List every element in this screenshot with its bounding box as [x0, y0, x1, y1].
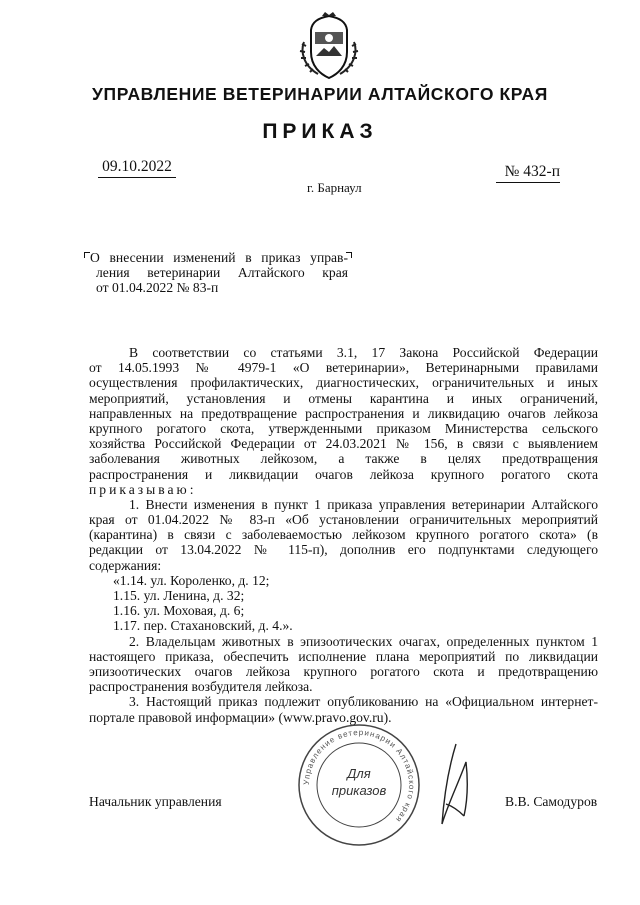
body-line: направленных на предотвращение распространения и ликвидацию очагов лейкоза: [89, 405, 598, 421]
document-subject: [90, 250, 348, 295]
subject-line: ления ветеринарии Алтайского края: [96, 265, 348, 280]
stamp-center-text: приказов: [331, 783, 387, 798]
body-line: мероприятий, установления и отмены карантина и иных ограничений,: [89, 390, 598, 406]
body-line: заболевания животных лейкозом, а также в целях предотвращения: [89, 451, 598, 467]
body-line: края от 01.04.2022 № 83-п «Об установлении ограничительных мероприятий: [89, 512, 598, 528]
body-line: 1.17. пер. Стахановский, д. 4.».: [113, 618, 293, 634]
organization-title: УПРАВЛЕНИЕ ВЕТЕРИНАРИИ АЛТАЙСКОГО КРАЯ: [92, 84, 548, 104]
body-line: от 14.05.1993 № 4979-1 «О ветеринарии», Ветеринарными правилами: [89, 360, 598, 376]
body-line: эпизоотических очагов лейкоза крупного рогатого скота и предотвращению: [89, 663, 598, 679]
body-line: приказываю:: [89, 481, 197, 497]
body-line: содержания:: [89, 557, 162, 573]
body-line: распространения и ликвидации очагов лейкоза крупного рогатого скота: [89, 466, 598, 482]
body-line: осуществления профилактических, диагностических, ограничительных и иных: [89, 375, 598, 391]
body-line: «1.14. ул. Короленко, д. 12;: [113, 572, 270, 588]
subject-bracket-right: [346, 252, 352, 258]
body-line: (карантина) в связи с заболеваемостью лейкозом крупного рогатого скота» (в: [89, 527, 598, 543]
body-line: 1.15. ул. Ленина, д. 32;: [113, 588, 245, 603]
signer-title: Начальник управления: [89, 794, 222, 809]
subject-line: от 01.04.2022 № 83-п: [96, 280, 219, 295]
handwritten-signature: [418, 740, 488, 830]
stamp-ring-text: Управление ветеринарии Алтайского края: [301, 727, 417, 825]
stamp-center-text: Для: [347, 766, 371, 781]
body-line: редакции от 13.04.2022 № 115-п), дополнив его подпунктами следующего: [89, 542, 598, 558]
official-stamp: [296, 722, 422, 848]
subject-line: О внесении изменений в приказ управ-: [90, 250, 348, 265]
document-number: № 432-п: [496, 163, 560, 183]
body-line: хозяйства Российской Федерации от 24.03.2021 № 156, в связи с выявлением: [89, 436, 598, 452]
body-line: крупного рогатого скота, утвержденными приказом Министерства сельского: [89, 420, 598, 436]
signer-name: В.В. Самодуров: [505, 794, 598, 809]
body-line: 1.16. ул. Моховая, д. 6;: [113, 603, 245, 619]
body-line: 2. Владельцам животных в эпизоотических очагах, определенных пунктом 1: [129, 633, 598, 649]
coat-of-arms-icon: [294, 12, 364, 82]
document-body: [89, 345, 598, 725]
body-line: В соответствии со статьями 3.1, 17 Закона Российской Федерации: [129, 345, 598, 360]
document-date: 09.10.2022: [98, 158, 176, 178]
body-line: портале правовой информации» (www.pravo.gov.ru).: [89, 709, 392, 725]
subject-bracket-left: [84, 252, 90, 258]
document-type-title: ПРИКАЗ: [262, 120, 378, 143]
body-line: распространения возбудителя лейкоза.: [89, 679, 313, 695]
body-line: 3. Настоящий приказ подлежит опубликованию на «Официальном интернет-: [129, 694, 598, 710]
body-line: 1. Внести изменения в пункт 1 приказа управления ветеринарии Алтайского: [129, 496, 598, 512]
body-line: настоящего приказа, обеспечить исполнение плана мероприятий по ликвидации: [89, 648, 598, 664]
document-city: г. Барнаул: [307, 180, 362, 195]
